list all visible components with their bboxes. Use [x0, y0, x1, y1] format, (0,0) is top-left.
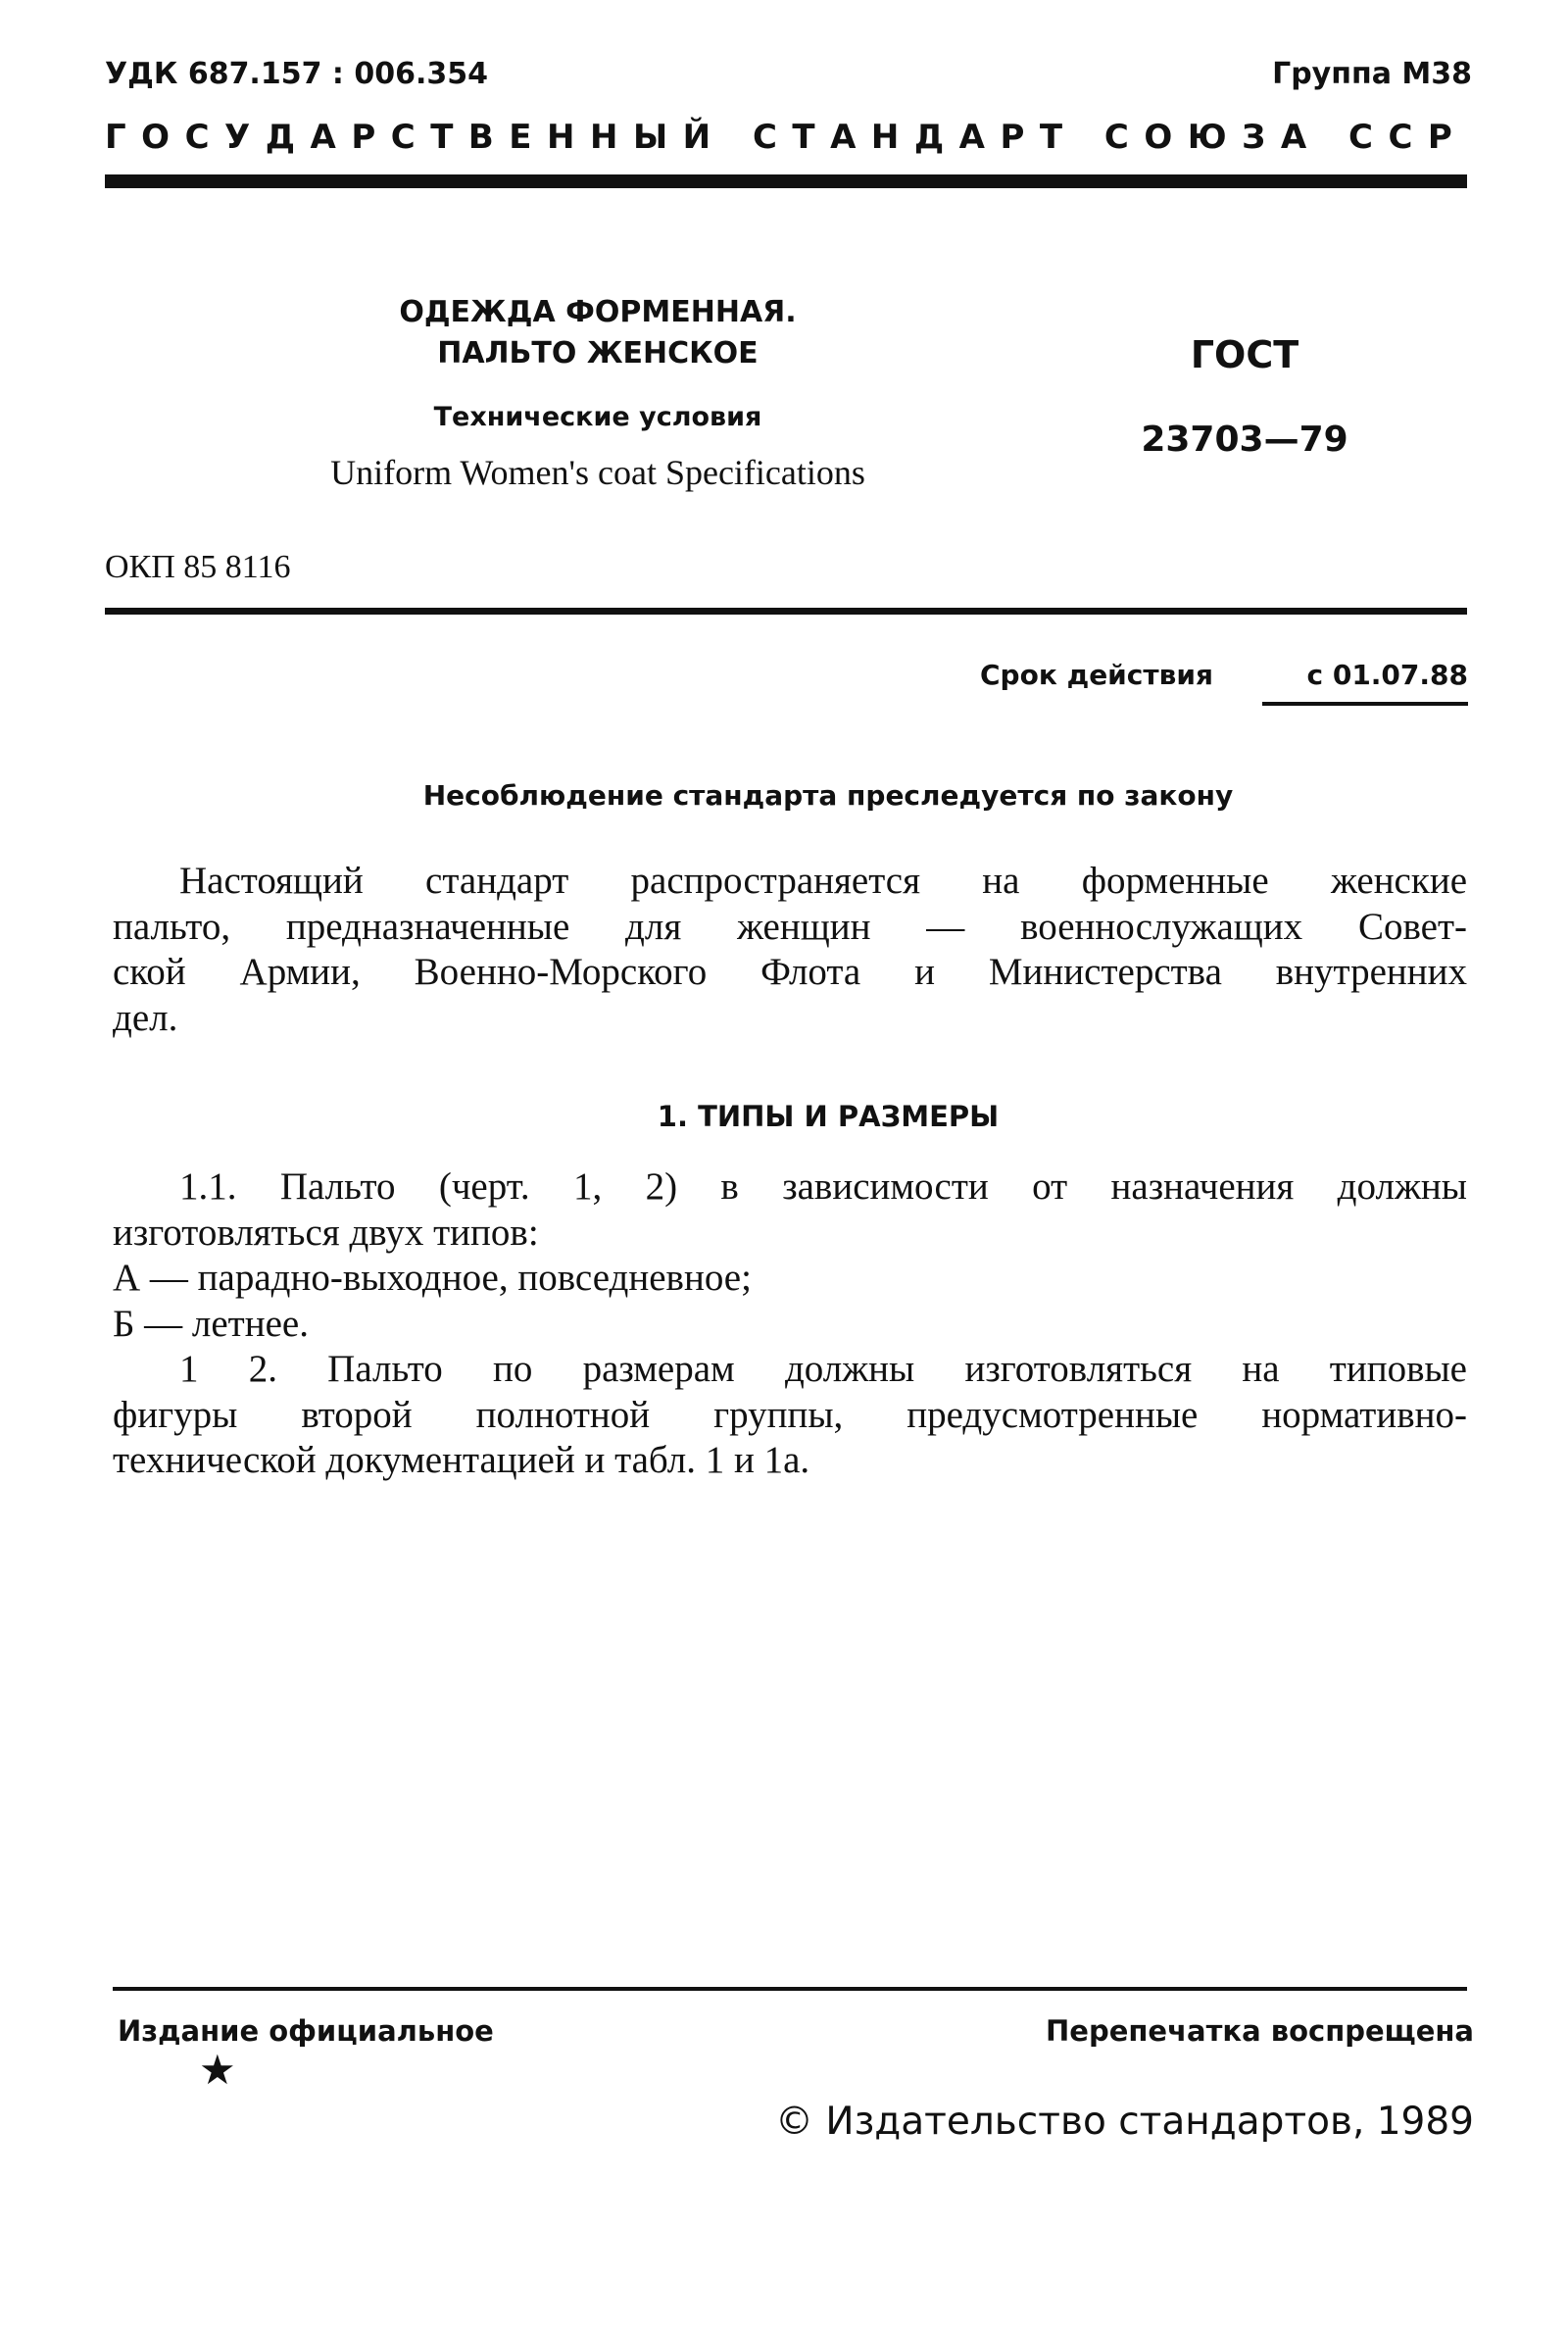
reprint-notice: Перепечатка воспрещена: [1046, 2014, 1474, 2048]
okp-code: ОКП 85 8116: [105, 549, 291, 585]
clause-line: Б — летнее.: [113, 1302, 309, 1345]
title-line-1: ОДЕЖДА ФОРМЕННАЯ.: [399, 295, 797, 329]
intro-paragraph: [113, 859, 1467, 1041]
header-rule: [105, 174, 1467, 188]
validity-date: с 01.07.88: [1306, 659, 1468, 691]
clause-1-2: [113, 1347, 1467, 1484]
english-title: Uniform Women's coat Specifications: [330, 453, 865, 492]
footer-rule: [113, 1987, 1467, 1991]
copyright: © Издательство стандартов, 1989: [775, 2100, 1474, 2144]
intro-line: пальто, предназначенные для женщин — военнослужащих Совет-: [113, 905, 1467, 948]
star-icon: ★: [199, 2049, 236, 2094]
clause-1-1: [113, 1164, 1467, 1347]
title-line-2: ПАЛЬТО ЖЕНСКОЕ: [437, 336, 759, 371]
clause-line: фигуры второй полнотной группы, предусмотренные нормативно-: [113, 1393, 1467, 1436]
state-standard-banner: ГОСУДАРСТВЕННЫЙ СТАНДАРТ СОЮЗА ССР: [105, 118, 1468, 157]
subtitle: Технические условия: [433, 402, 762, 432]
intro-line: ской Армии, Военно-Морского Флота и Министерства внутренних: [113, 951, 1467, 993]
official-edition: Издание официальное: [118, 2014, 494, 2048]
title-rule: [105, 608, 1467, 615]
group-code: Группа М38: [1272, 57, 1472, 91]
clause-line: технической документацией и табл. 1 и 1а.: [113, 1439, 810, 1481]
gost-label: ГОСТ: [1190, 333, 1299, 376]
udc-code: УДК 687.157 : 006.354: [105, 57, 488, 91]
clause-line: 1 2. Пальто по размерам должны изготовляться на типовые: [179, 1348, 1467, 1390]
section-heading: 1. ТИПЫ И РАЗМЕРЫ: [657, 1100, 1000, 1133]
clause-line: изготовляться двух типов:: [113, 1211, 539, 1254]
law-notice: Несоблюдение стандарта преследуется по закону: [422, 779, 1234, 812]
validity-underline: [1262, 702, 1468, 706]
title-block: [274, 292, 921, 493]
intro-line: дел.: [113, 996, 178, 1039]
validity-label: Срок действия: [980, 659, 1213, 691]
clause-line: 1.1. Пальто (черт. 1, 2) в зависимости от назначения должны: [179, 1165, 1467, 1208]
intro-line: Настоящий стандарт распространяется на форменные женские: [179, 860, 1467, 902]
gost-number: 23703—79: [1141, 420, 1348, 460]
clause-line: А — парадно-выходное, повседневное;: [113, 1257, 752, 1299]
